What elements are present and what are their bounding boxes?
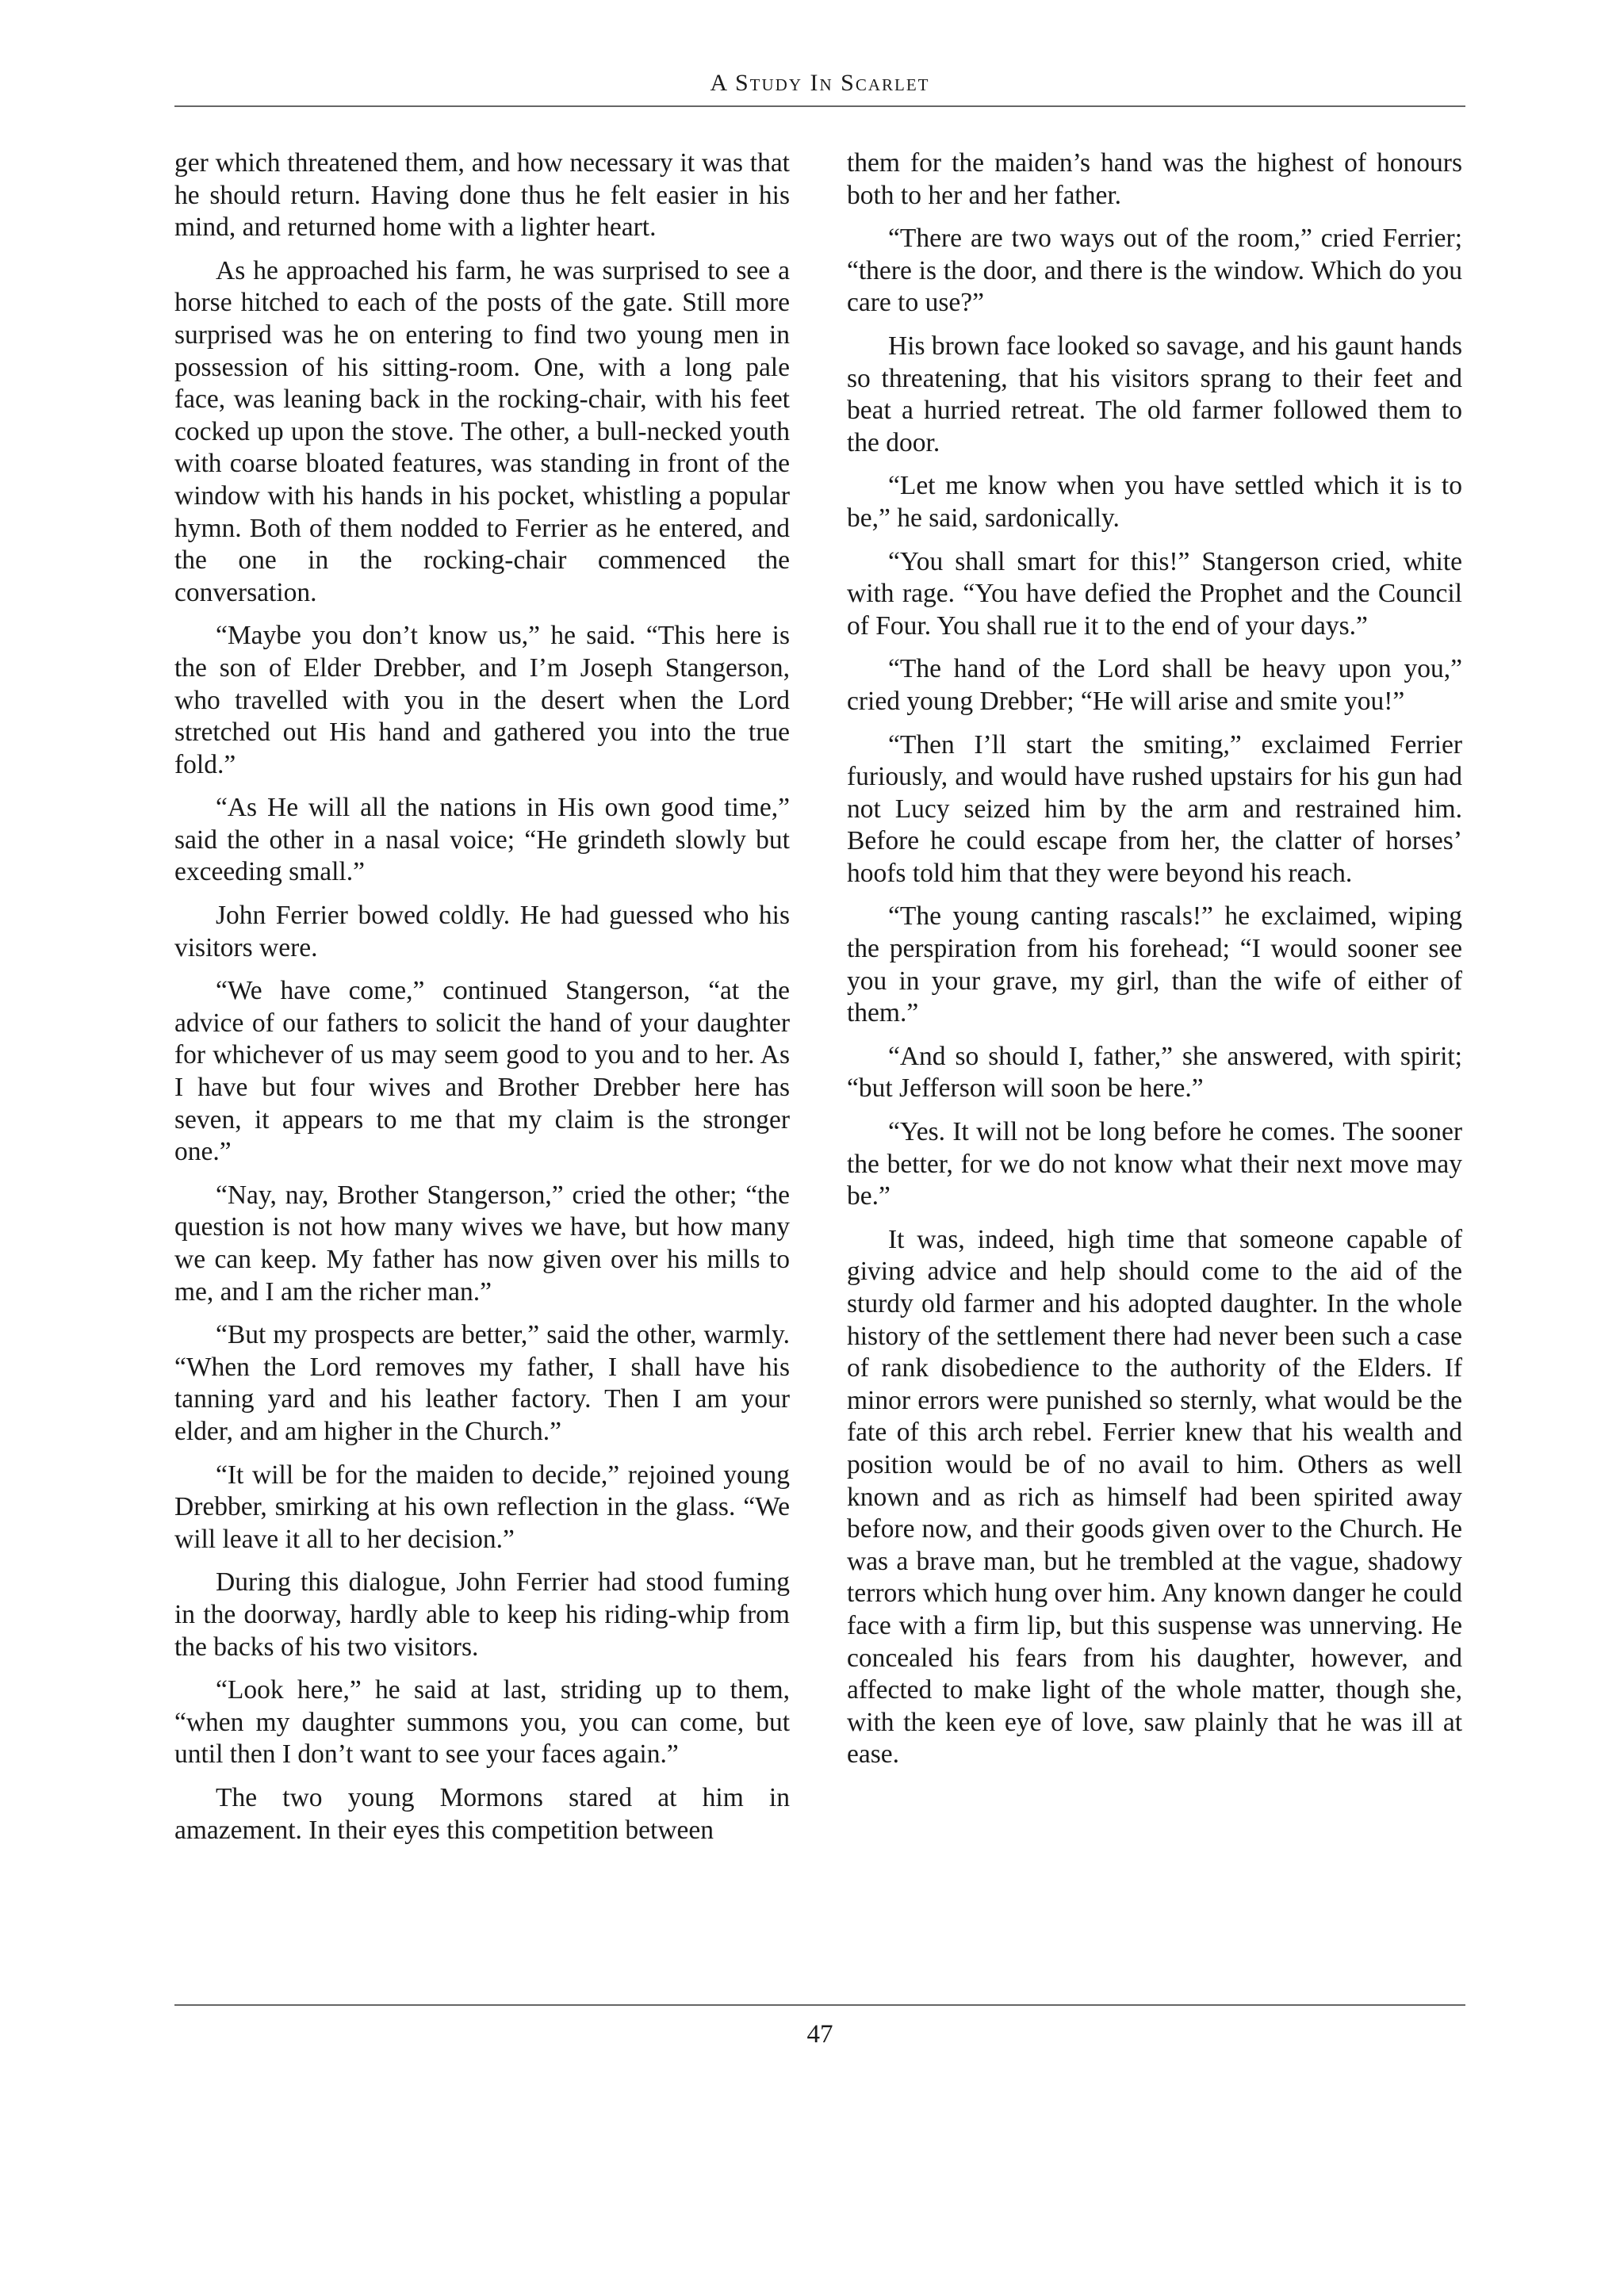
right-column bbox=[847, 147, 1462, 1782]
left-column bbox=[174, 147, 790, 1858]
paragraph: His brown face looked so savage, and his gaunt hands so threatening, that his visitors sprang to their feet and beat a hurried retreat. The old farmer followed them to the door. bbox=[847, 331, 1462, 457]
paragraph: “As He will all the nations in His own good time,” said the other in a nasal voice; “He grindeth slowly but exceeding small.” bbox=[174, 793, 790, 887]
page-number: 47 bbox=[806, 2020, 833, 2049]
header-rule bbox=[174, 105, 1465, 107]
paragraph: ger which threatened them, and how necessary it was that he should return. Having done thus he felt easier in his mind, and returned home with a lighter heart. bbox=[174, 148, 790, 243]
paragraph: As he approached his farm, he was surprised to see a horse hitched to each of the posts of the gate. Still more surprised was he on entering to find two young men in possession of his sitting-room. One, with a long pale face, was leaning back in the rocking-chair, with his feet cocked up upon the stove. The other, a bull-necked youth with coarse bloated features, was standing in front of the window with his hands in his pocket, whistling a popular hymn. Both of them nodded to Ferrier as he entered, and the one in the rocking-chair commenced the conversation. bbox=[174, 255, 790, 607]
paragraph: “You shall smart for this!” Stangerson cried, white with rage. “You have defied the Prophet and the Council of Four. You shall rue it to the end of your days.” bbox=[847, 546, 1462, 641]
paragraph: “The young canting rascals!” he exclaimed, wiping the perspiration from his forehead; “I would sooner see you in your grave, my girl, than the wife of either of them.” bbox=[847, 901, 1462, 1028]
paragraph: “Maybe you don’t know us,” he said. “This here is the son of Elder Drebber, and I’m Joseph Stangerson, who travelled with you in the desert when the Lord stretched out His hand and gathered you into the true fold.” bbox=[174, 621, 790, 779]
paragraph: “There are two ways out of the room,” cried Ferrier; “there is the door, and there is the window. Which do you care to use?” bbox=[847, 224, 1462, 318]
paragraph: It was, indeed, high time that someone capable of giving advice and help should come to the aid of the sturdy old farmer and his adopted daughter. In the whole history of the settlement there had never been such a case of rank disobedience to the authority of the Elders. If minor errors were punished so sternly, what would be the fate of this arch rebel. Ferrier knew that his wealth and position would be of no avail to him. Others as well known and as rich as himself had been spirited away before now, and their goods given over to the Church. He was a brave man, but he trembled at the vague, shadowy terrors which hung over him. Any known danger he could face with a firm lip, but this suspense was unnerving. He concealed his fears from his daughter, however, and affected to make light of the whole matter, though she, with the keen eye of love, saw plainly that he was ill at ease. bbox=[847, 1224, 1462, 1770]
paragraph: “It will be for the maiden to decide,” rejoined young Drebber, smirking at his own reflection in the glass. “We will leave it all to her decision.” bbox=[174, 1460, 790, 1554]
paragraph: “And so should I, father,” she answered, with spirit; “but Jefferson will soon be here.” bbox=[847, 1041, 1462, 1104]
paragraph: “The hand of the Lord shall be heavy upon you,” cried young Drebber; “He will arise and smite you!” bbox=[847, 654, 1462, 716]
paragraph: “We have come,” continued Stangerson, “at the advice of our fathers to solicit the hand of your daughter for whichever of us may seem good to you and to her. As I have but four wives and Brother Drebber here has seven, it appears to me that my claim is the stronger one.” bbox=[174, 976, 790, 1167]
footer-rule bbox=[174, 2004, 1465, 2006]
paragraph: “But my prospects are better,” said the other, warmly. “When the Lord removes my father, I shall have his tanning yard and his leather factory. Then I am your elder, and am higher in the Church.” bbox=[174, 1320, 790, 1446]
paragraph: “Let me know when you have settled which it is to be,” he said, sardonically. bbox=[847, 471, 1462, 533]
paragraph: During this dialogue, John Ferrier had stood fuming in the doorway, hardly able to keep his riding-whip from the backs of his two visitors. bbox=[174, 1567, 790, 1662]
paragraph: “Then I’ll start the smiting,” exclaimed Ferrier furiously, and would have rushed upstairs for his gun had not Lucy seized him by the arm and restrained him. Before he could escape from her, the clatter of horses’ hoofs told him that they were beyond his reach. bbox=[847, 729, 1462, 888]
paragraph: John Ferrier bowed coldly. He had guessed who his visitors were. bbox=[174, 901, 790, 962]
paragraph: The two young Mormons stared at him in amazement. In their eyes this competition between bbox=[174, 1782, 790, 1845]
paragraph: “Yes. It will not be long before he comes. The sooner the better, for we do not know what their next move may be.” bbox=[847, 1117, 1462, 1211]
running-header: A Study In Scarlet bbox=[710, 70, 930, 96]
paragraph: them for the maiden’s hand was the highest of honours both to her and her father. bbox=[847, 148, 1462, 210]
paragraph: “Nay, nay, Brother Stangerson,” cried the other; “the question is not how many wives we have, but how many we can keep. My father has now given over his mills to me, and I am the richer man.” bbox=[174, 1180, 790, 1307]
paragraph: “Look here,” he said at last, striding up to them, “when my daughter summons you, you can come, but until then I don’t want to see your faces again.” bbox=[174, 1675, 790, 1770]
